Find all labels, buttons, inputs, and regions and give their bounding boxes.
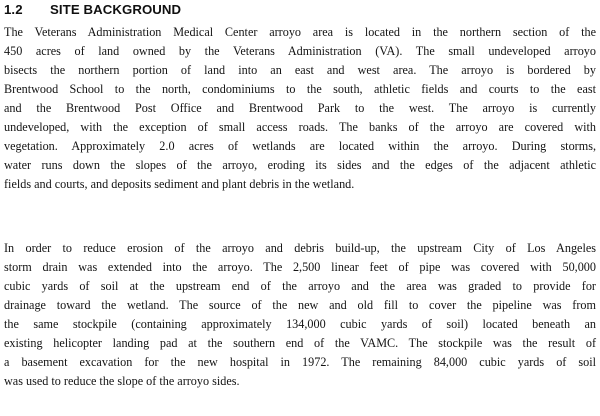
text-line: cubic yards of soil at the upstream end of the arroyo and the area was graded to provide for (4, 279, 596, 293)
section-heading (4, 0, 181, 18)
text-line: fields and courts, and deposits sediment and plant debris in the wetland. (4, 177, 355, 191)
text-line: vegetation. Approximately 2.0 acres of wetlands are located within the arroyo. During storms, (4, 139, 596, 153)
text-line: existing helicopter landing pad at the southern end of the VAMC. The stockpile was the result of (4, 336, 596, 350)
text-line: and the Brentwood Post Office and Brentwood Park to the west. The arroyo is currently (4, 101, 596, 115)
text-line: undeveloped, with the exception of small access roads. The banks of the arroyo are covered with (4, 120, 596, 134)
section-title: SITE BACKGROUND (50, 1, 182, 17)
text-line: The Veterans Administration Medical Center arroyo area is located in the northern section of the (4, 25, 596, 39)
text-line: bisects the northern portion of land into an east and west area. The arroyo is bordered by (4, 63, 596, 77)
text-line: water runs down the slopes of the arroyo, eroding its sides and the edges of the adjacent athletic (4, 158, 596, 172)
text-line: a basement excavation for the new hospital in 1972. The remaining 84,000 cubic yards of soil (4, 355, 596, 369)
text-line: drainage toward the wetland. The source of the new and old fill to cover the pipeline was from (4, 298, 596, 312)
text-line: Brentwood School to the north, condominiums to the south, athletic fields and courts to the east (4, 82, 596, 96)
text-line: 450 acres of land owned by the Veterans Administration (VA). The small undeveloped arroyo (4, 44, 596, 58)
text-line: storm drain was extended into the arroyo. The 2,500 linear feet of pipe was covered with 50,000 (4, 260, 596, 274)
text-line: In order to reduce erosion of the arroyo and debris build-up, the upstream City of Los Angeles (4, 241, 596, 255)
text-line: the same stockpile (containing approximately 134,000 cubic yards of soil) located beneath an (4, 317, 596, 331)
text-line: was used to reduce the slope of the arroyo sides. (4, 374, 240, 388)
paragraph-site-description (4, 23, 596, 194)
section-number: 1.2 (4, 1, 23, 17)
paragraph-erosion-control (4, 239, 596, 391)
